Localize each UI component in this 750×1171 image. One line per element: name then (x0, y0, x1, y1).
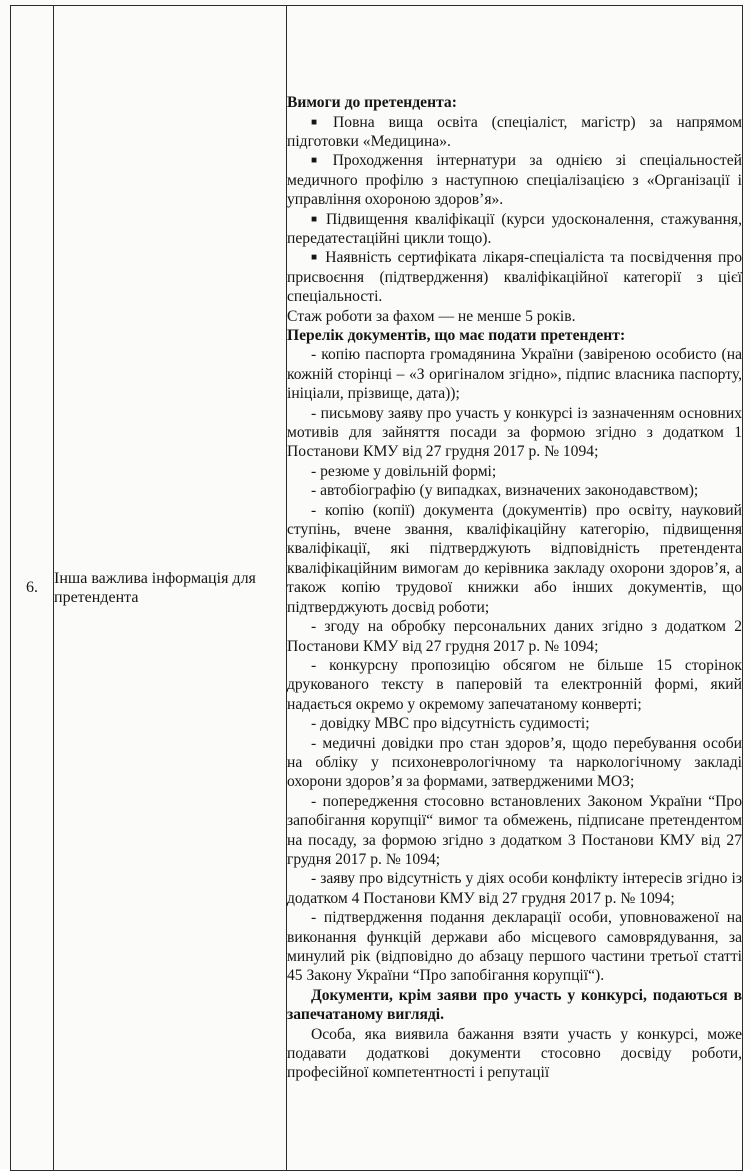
document-item: - письмову заяву про участь у конкурсі із зазначенням основних мотивів для зайняття посади за формою згідно з додатком 1 Постанови КМУ від 27 грудня 2017 р. № 1094; (287, 404, 742, 461)
document-item: - згоду на обробку персональних даних згідно з додатком 2 Постанови КМУ від 27 грудня 2017 р. № 1094; (287, 618, 742, 655)
document-item: - медичні довідки про стан здоров’я, щодо перебування особи на обліку у психоневрологічному та наркологічному закладі охорони здоров’я за формами, затвердженими МОЗ; (287, 734, 742, 791)
requirement-item: ■ Повна вища освіта (спеціаліст, магістр) за напрямом підготовки «Медицина». (287, 113, 742, 150)
sealed-documents-notice: Документи, крім заяви про участь у конкурсі, подаються в запечатаному вигляді. (287, 986, 742, 1024)
documents-heading: Перелік документів, що має подати претендент: (287, 327, 626, 345)
document-item: - конкурсну пропозицію обсягом не більше 15 сторінок друкованого тексту в паперовій та електронній формі, який надається окремо у окремому запечатаному конверті; (287, 656, 742, 713)
row-content (287, 6, 743, 1171)
document-item: - автобіографію (у випадках, визначених законодавством); (311, 482, 699, 500)
document-item: - попередження стосовно встановлених Законом України “Про запобігання корупції“ вимог та обмежень, підписане претендентом на посаду, за формою згідно з додатком 3 Постанови КМУ від 27 грудня 2017 р. № 1094; (287, 792, 742, 868)
row-number: 6. (11, 6, 54, 1171)
row-label: Інша важлива інформація для претендента (54, 6, 287, 1171)
document-item: - заяву про відсутність у діях особи конфлікту інтересів згідно із додатком 4 Постанови КМУ від 27 грудня 2017 р. № 1094; (287, 870, 742, 907)
document-item: - резюме у довільній формі; (311, 462, 497, 480)
document-item: - підтвердження подання декларації особи, уповноваженої на виконання функцій держави або місцевого самоврядування, за минулий рік (відповідно до абзацу першого частини третьої статті 45 Закону України “Про запобігання корупції“). (287, 909, 742, 985)
document-item: - довідку МВС про відсутність судимості; (311, 715, 590, 733)
document-item: - копію паспорта громадянина України (завіреною особисто (на кожній сторінці – «З оригіналом згідно», підпис власника паспорту, ініціали, прізвище, дата)); (287, 346, 742, 403)
document-item: - копію (копії) документа (документів) про освіту, науковий ступінь, вчене звання, кваліфікаційну категорію, підвищення кваліфікації, які підтверджують відповідність претендента кваліфікаційним вимогам до керівника закладу охорони здоров’я, а також копію трудової книжки або інших документів, що підтверджують досвід роботи; (287, 501, 742, 616)
requirement-item: ■ Наявність сертифіката лікаря-спеціаліста та посвідчення про присвоєння (підтвердження) кваліфікаційної категорії з цієї спеціальності. (287, 249, 742, 306)
requirement-item: ■ Підвищення кваліфікації (курси удосконалення, стажування, передатестаційні цикли тощо). (287, 210, 742, 247)
experience-requirement: Стаж роботи за фахом — не менше 5 років. (287, 307, 576, 325)
square-bullet-icon: ■ (311, 116, 328, 128)
square-bullet-icon: ■ (311, 155, 327, 167)
square-bullet-icon: ■ (311, 213, 320, 225)
additional-documents-note: Особа, яка виявила бажання взяти участь у конкурсі, може подавати додаткові документи стосовно досвіду роботи, професійної компетентності і репутації (287, 1025, 742, 1082)
requirements-heading: Вимоги до претендента: (287, 94, 457, 112)
info-table (10, 5, 743, 1171)
requirement-item: ■ Проходження інтернатури за однією зі спеціальностей медичного профілю з наступною спеціалізацією з «Організації і управління охороною здоров’я». (287, 152, 742, 209)
table-row (11, 6, 743, 1171)
square-bullet-icon: ■ (311, 252, 320, 264)
